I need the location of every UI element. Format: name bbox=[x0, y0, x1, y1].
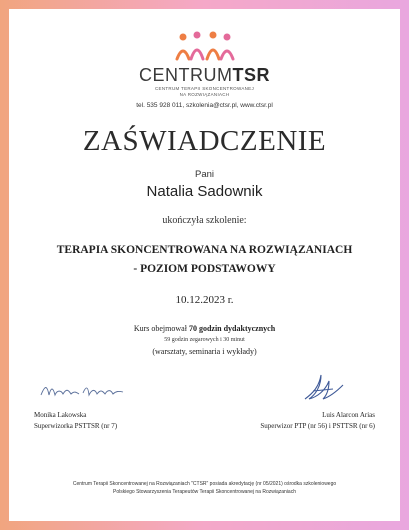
contact-info: tel. 535 928 011, szkolenia@ctsr.pl, www.ctsr.pl bbox=[136, 102, 273, 109]
left-signatory-role: Superwizorka PSTTSR (nr 7) bbox=[34, 422, 118, 430]
right-signatory-role: Superwizor PTP (nr 56) i PSTTSR (nr 6) bbox=[260, 422, 375, 430]
right-signatory bbox=[260, 410, 375, 432]
left-signature-image bbox=[39, 383, 125, 399]
left-signatory-name: Monika Lakowska bbox=[34, 411, 87, 419]
right-signatory-name: Luis Alarcon Arias bbox=[322, 411, 375, 419]
course-title bbox=[9, 241, 400, 279]
footer-line1: Centrum Terapii Skoncentrowanej na Rozwiązaniach "CTSR" posiada akredytację (nr 05/2021) ośrodka szkoleniowego bbox=[72, 481, 337, 487]
hours-clock: 59 godzin zegarowych i 30 minut bbox=[164, 337, 245, 343]
recipient-name: Natalia Sadownik bbox=[146, 183, 263, 200]
course-title-line1: TERAPIA SKONCENTROWANA NA ROZWIĄZANIACH bbox=[56, 244, 353, 256]
left-signatory bbox=[34, 410, 117, 432]
ctsr-people-logo-icon bbox=[173, 29, 237, 63]
right-signature-image bbox=[299, 369, 347, 405]
hours-prefix: Kurs obejmował bbox=[133, 324, 189, 333]
completed-text: ukończyła szkolenie: bbox=[162, 215, 247, 226]
brand-name-prefix: CENTRUM bbox=[139, 65, 233, 85]
footer-line2: Polskiego Stowarzyszenia Terapeutów Terapii Skoncentrowanej na Rozwiązaniach bbox=[113, 489, 296, 495]
brand-name-suffix: TSR bbox=[232, 65, 270, 85]
completion-date: 10.12.2023 r. bbox=[175, 294, 234, 306]
logo-block bbox=[9, 29, 400, 109]
course-title-line2: - POZIOM PODSTAWOWY bbox=[133, 263, 276, 275]
certificate-title: ZAŚWIADCZENIE bbox=[82, 125, 327, 157]
hours-bold: 70 godzin dydaktycznych bbox=[188, 324, 276, 333]
hours-line bbox=[9, 324, 400, 333]
brand-subtitle-line1: CENTRUM TERAPII SKONCENTROWANEJ bbox=[154, 86, 255, 91]
certificate-inner bbox=[9, 9, 400, 521]
brand-subtitle-line2: NA ROZWIĄZANIACH bbox=[179, 91, 230, 97]
salutation: Pani bbox=[194, 169, 214, 180]
hours-type: (warsztaty, seminaria i wykłady) bbox=[152, 347, 257, 356]
accreditation-footer bbox=[9, 480, 400, 496]
brand-name bbox=[9, 65, 400, 86]
